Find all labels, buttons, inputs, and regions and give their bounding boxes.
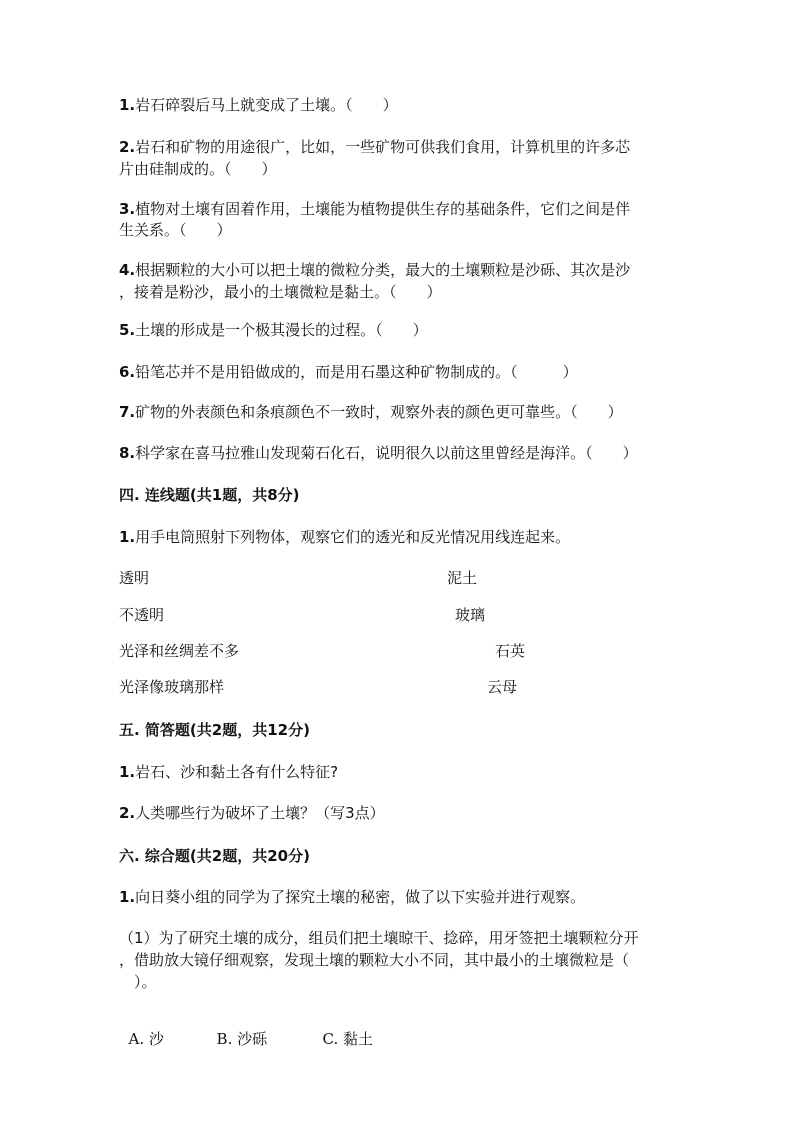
question-text: 根据颗粒的大小可以把土壤的微粒分类，最大的土壤颗粒是沙砾、其次是沙 — [135, 261, 631, 279]
question-line — [119, 259, 630, 281]
question-line — [119, 319, 428, 341]
question-number: 7. — [119, 403, 136, 421]
matching-left-item: 透明 — [119, 569, 150, 587]
matching-left-item: 光泽和丝绸差不多 — [119, 642, 240, 660]
question-text: 土壤的形成是一个极其漫长的过程。（ ） — [135, 321, 428, 339]
question-line — [119, 94, 398, 116]
question-text: 人类哪些行为破坏了土壤？（写3点） — [135, 804, 385, 822]
option-c: C. 黏土 — [322, 1030, 374, 1048]
question-line — [119, 401, 623, 423]
option-a: A. 沙 — [128, 1030, 164, 1048]
sub-question-line: （1）为了研究土壤的成分，组员们把土壤晾干、捻碎，用牙签把土壤颗粒分开 — [119, 929, 639, 947]
matching-left-item: 不透明 — [119, 606, 165, 624]
question-text: 向日葵小组的同学为了探究土壤的秘密，做了以下实验并进行观察。 — [135, 888, 586, 906]
question-number: 3. — [119, 200, 136, 218]
question-text: 岩石、沙和黏土各有什么特征? — [135, 763, 339, 781]
option-b: B. 沙砾 — [216, 1030, 268, 1048]
question-line — [119, 136, 630, 158]
question-number: 2. — [119, 804, 136, 822]
question-line: ，接着是粉沙，最小的土壤微粒是黏土。（ ） — [119, 283, 442, 301]
question-line — [119, 442, 638, 464]
question-text: 用手电筒照射下列物体，观察它们的透光和反光情况用线连起来。 — [135, 528, 571, 546]
question-number: 1. — [119, 888, 136, 906]
question-line: 片由硅制成的。（ ） — [119, 160, 277, 178]
sub-question-line: ）。 — [119, 973, 157, 991]
matching-left-item: 光泽像玻璃那样 — [119, 678, 225, 696]
matching-right-item: 云母 — [487, 678, 518, 696]
question-text: 铅笔芯并不是用铅做成的，而是用石墨这种矿物制成的。（ ） — [135, 363, 578, 381]
matching-question — [119, 526, 570, 548]
question-number: 1. — [119, 763, 136, 781]
question-number: 4. — [119, 261, 136, 279]
question-number: 1. — [119, 528, 136, 546]
question-line — [119, 361, 578, 383]
matching-right-item: 泥土 — [447, 569, 478, 587]
matching-right-item: 玻璃 — [455, 606, 486, 624]
sub-question-line: ，借助放大镜仔细观察，发现土壤的颗粒大小不同，其中最小的土壤微粒是（ — [119, 951, 630, 969]
question-number: 5. — [119, 321, 136, 339]
short-answer-question-2 — [119, 802, 385, 824]
question-number: 6. — [119, 363, 136, 381]
question-number: 1. — [119, 96, 136, 114]
question-text: 植物对土壤有固着作用，土壤能为植物提供生存的基础条件，它们之间是伴 — [135, 200, 631, 218]
question-text: 岩石碎裂后马上就变成了土壤。（ ） — [135, 96, 398, 114]
answer-options — [119, 1006, 373, 1050]
section-heading-matching: 四. 连线题(共1题，共8分) — [119, 486, 300, 504]
question-line: 生关系。（ ） — [119, 221, 232, 239]
comprehensive-question-1 — [119, 886, 585, 908]
question-number: 2. — [119, 138, 136, 156]
question-text: 岩石和矿物的用途很广，比如，一些矿物可供我们食用，计算机里的许多芯 — [135, 138, 631, 156]
question-text: 矿物的外表颜色和条痕颜色不一致时，观察外表的颜色更可靠些。（ ） — [135, 403, 623, 421]
section-heading-short-answer: 五. 简答题(共2题，共12分) — [119, 721, 310, 739]
section-heading-comprehensive: 六. 综合题(共2题，共20分) — [119, 847, 310, 865]
question-text: 科学家在喜马拉雅山发现菊石化石，说明很久以前这里曾经是海洋。（ ） — [135, 444, 638, 462]
question-number: 8. — [119, 444, 136, 462]
question-line — [119, 198, 630, 220]
short-answer-question-1 — [119, 761, 338, 783]
matching-right-item: 石英 — [495, 642, 526, 660]
